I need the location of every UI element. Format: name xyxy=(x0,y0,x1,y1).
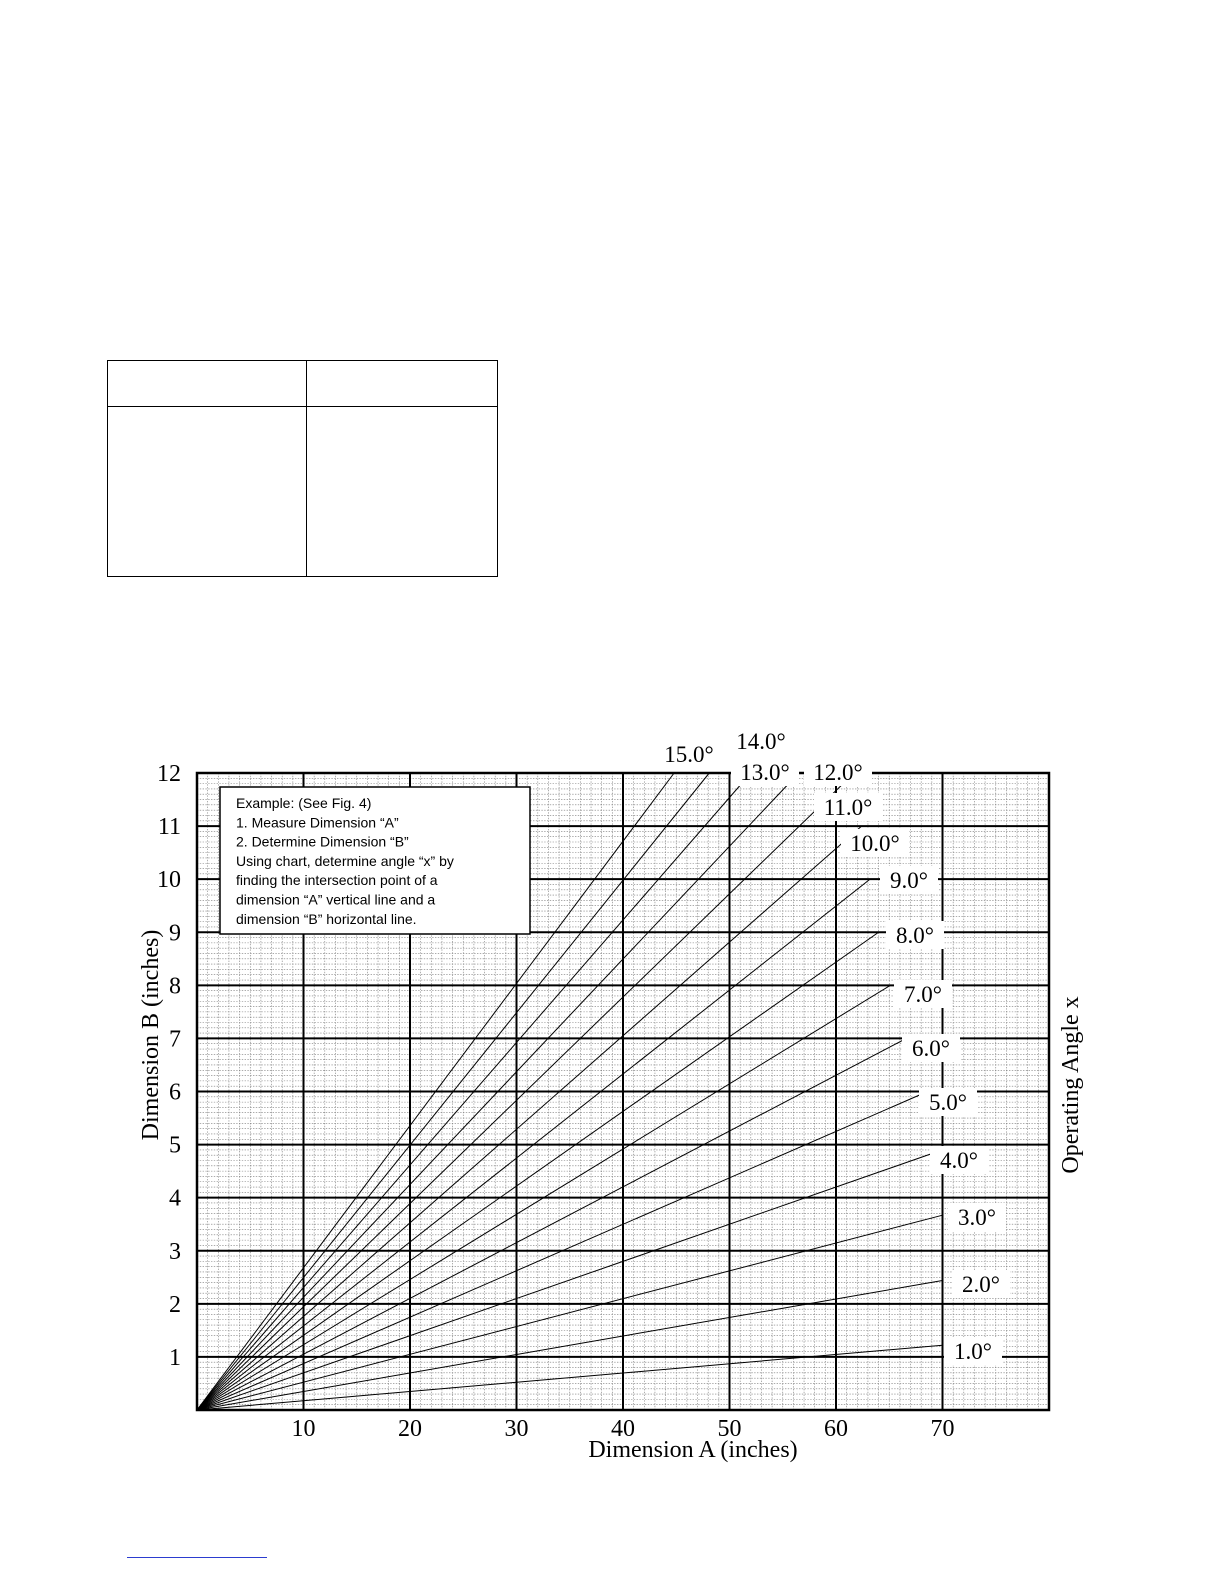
angle-label-7.0: 7.0° xyxy=(904,982,942,1007)
x-tick-label: 60 xyxy=(824,1416,848,1442)
example-line: 2. Determine Dimension “B” xyxy=(236,833,409,850)
y-tick-label: 4 xyxy=(169,1185,181,1212)
angle-label-1.0: 1.0° xyxy=(954,1339,992,1364)
angle-label-4.0: 4.0° xyxy=(940,1148,978,1173)
example-line: 1. Measure Dimension “A” xyxy=(236,814,399,831)
y-tick-label: 6 xyxy=(169,1079,181,1106)
x-axis-label: Dimension A (inches) xyxy=(588,1437,798,1463)
angle-label-5.0: 5.0° xyxy=(929,1090,967,1115)
right-axis-label: Operating Angle x xyxy=(1058,996,1084,1174)
angle-label-10.0: 10.0° xyxy=(850,831,900,856)
y-tick-label: 10 xyxy=(157,867,181,894)
example-line: finding the intersection point of a xyxy=(236,872,438,889)
example-line: dimension “B” horizontal line. xyxy=(236,910,417,927)
angle-label-11.0: 11.0° xyxy=(823,795,873,820)
x-tick-label: 50 xyxy=(717,1416,742,1442)
angle-label-14.0: 14.0° xyxy=(736,729,786,754)
y-tick-label: 2 xyxy=(169,1291,181,1318)
y-tick-label: 5 xyxy=(169,1132,181,1159)
y-tick-label: 9 xyxy=(169,920,181,947)
example-line: dimension “A” vertical line and a xyxy=(236,891,436,908)
angle-label-3.0: 3.0° xyxy=(958,1205,996,1230)
x-tick-label: 10 xyxy=(291,1416,316,1442)
x-tick-label: 30 xyxy=(504,1416,529,1442)
angle-label-9.0: 9.0° xyxy=(890,868,928,893)
angle-label-8.0: 8.0° xyxy=(896,923,934,948)
example-line: Using chart, determine angle “x” by xyxy=(236,852,454,869)
y-tick-label: 12 xyxy=(157,761,181,787)
x-tick-label: 20 xyxy=(398,1416,422,1442)
y-tick-label: 11 xyxy=(157,814,181,841)
y-tick-label: 7 xyxy=(169,1026,181,1053)
y-tick-label: 1 xyxy=(169,1344,181,1371)
y-axis-label: Dimension B (inches) xyxy=(138,929,164,1141)
x-tick-label: 40 xyxy=(611,1416,635,1442)
y-tick-label: 3 xyxy=(169,1238,181,1265)
x-tick-label: 70 xyxy=(930,1416,955,1442)
footer-rule xyxy=(127,1557,267,1558)
angle-label-6.0: 6.0° xyxy=(912,1036,950,1061)
angle-label-2.0: 2.0° xyxy=(962,1272,1000,1297)
example-line: Example: (See Fig. 4) xyxy=(236,795,372,811)
angle-label-12.0: 12.0° xyxy=(813,760,863,785)
angle-label-13.0: 13.0° xyxy=(740,760,790,785)
y-tick-label: 8 xyxy=(169,973,181,1000)
angle-label-15.0: 15.0° xyxy=(664,742,714,767)
